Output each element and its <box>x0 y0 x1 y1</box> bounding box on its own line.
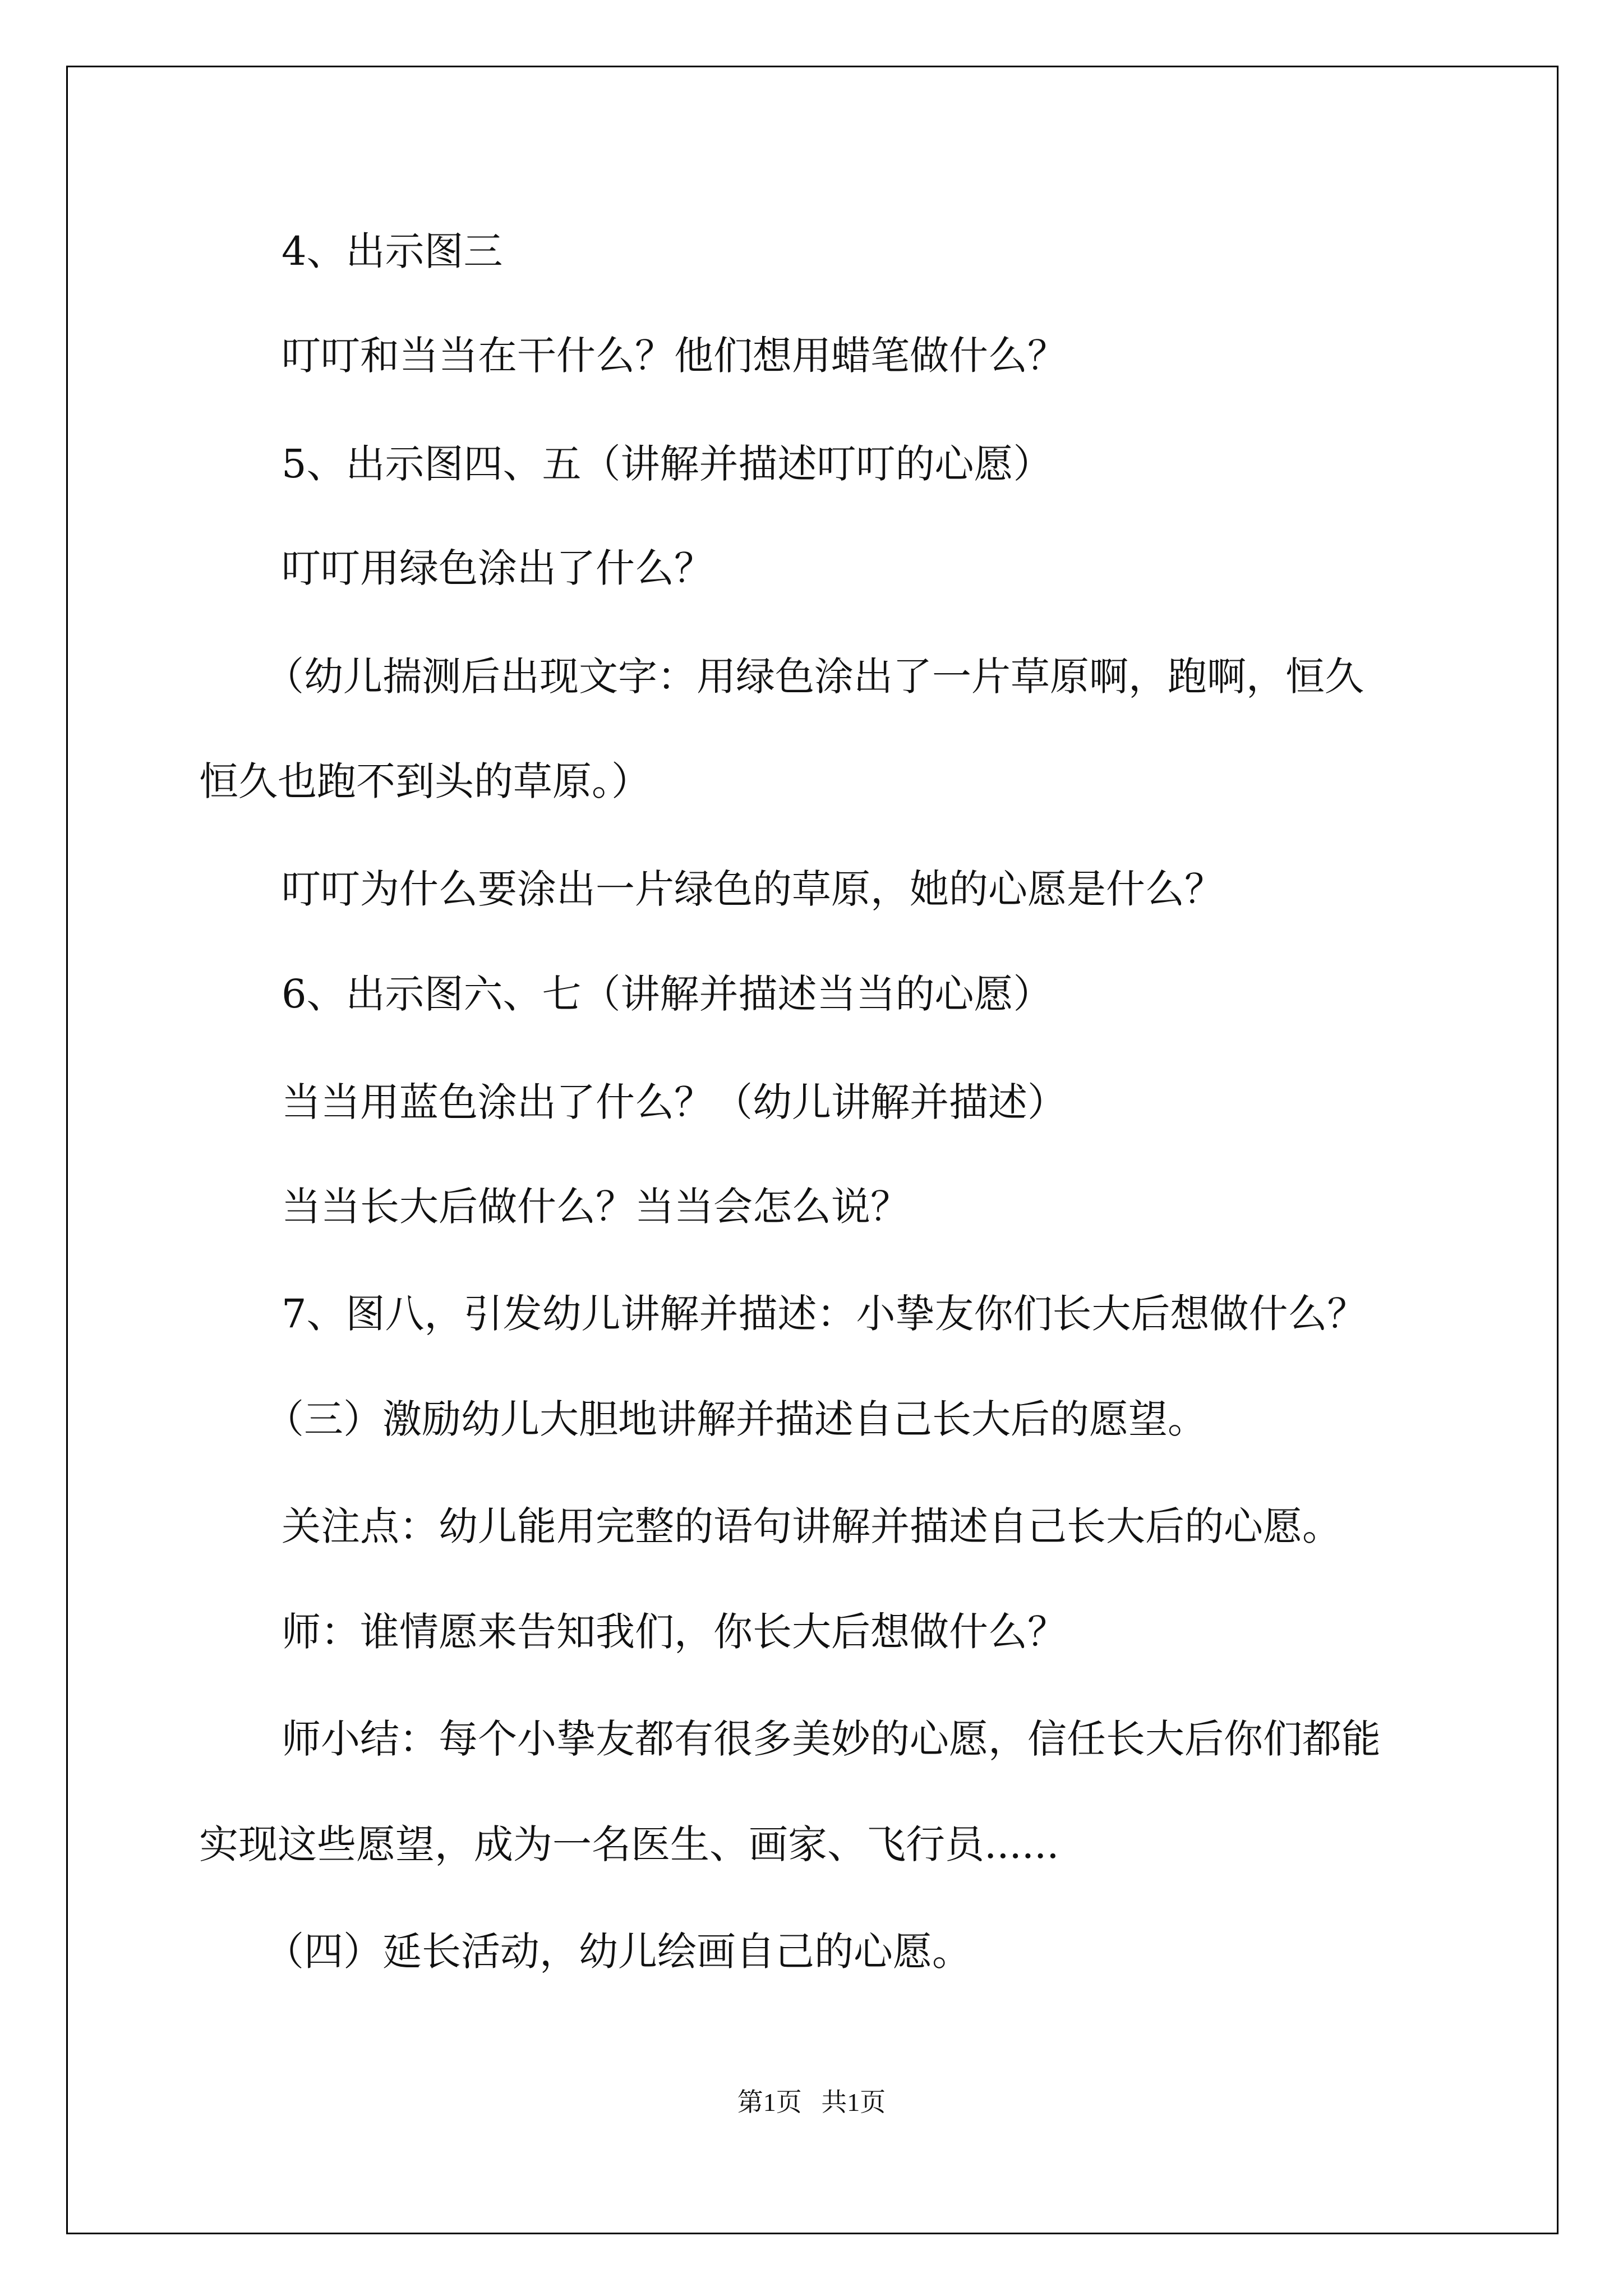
line-10: 当当长大后做什么？当当会怎么说？ <box>282 1184 910 1230</box>
line-9: 当当用蓝色涂出了什么？（幼儿讲解并描述） <box>282 1079 1067 1125</box>
line-6: 恒久也跑不到头的草原。） <box>199 758 651 804</box>
line-8: 6、出示图六、七（讲解并描述当当的心愿） <box>282 971 1053 1017</box>
line-17: （四）延长活动，幼儿绘画自己的心愿。 <box>265 1929 971 1975</box>
line-11: 7、图八，引发幼儿讲解并描述：小挚友你们长大后想做什么？ <box>282 1291 1367 1337</box>
line-16: 实现这些愿望，成为一名医生、画家、飞行员...... <box>199 1821 1059 1867</box>
line-7: 叮叮为什么要涂出一片绿色的草原，她的心愿是什么？ <box>282 866 1224 912</box>
line-15: 师小结：每个小挚友都有很多美妙的心愿，信任长大后你们都能 <box>282 1716 1381 1762</box>
line-3: 5、出示图四、五（讲解并描述叮叮的心愿） <box>282 441 1053 487</box>
line-14: 师：谁情愿来告知我们，你长大后想做什么？ <box>282 1609 1067 1655</box>
line-5: （幼儿揣测后出现文字：用绿色涂出了一片草原啊，跑啊，恒久 <box>265 654 1364 700</box>
line-2: 叮叮和当当在干什么？他们想用蜡笔做什么？ <box>282 333 1067 379</box>
page-border <box>66 66 1559 2234</box>
line-12: （三）激励幼儿大胆地讲解并描述自己长大后的愿望。 <box>265 1396 1207 1442</box>
page-number-footer: 第1页 共1页 <box>737 2088 886 2116</box>
line-13: 关注点：幼儿能用完整的语句讲解并描述自己长大后的心愿。 <box>282 1503 1341 1549</box>
line-1: 4、出示图三 <box>282 228 503 274</box>
line-4: 叮叮用绿色涂出了什么？ <box>282 545 713 591</box>
